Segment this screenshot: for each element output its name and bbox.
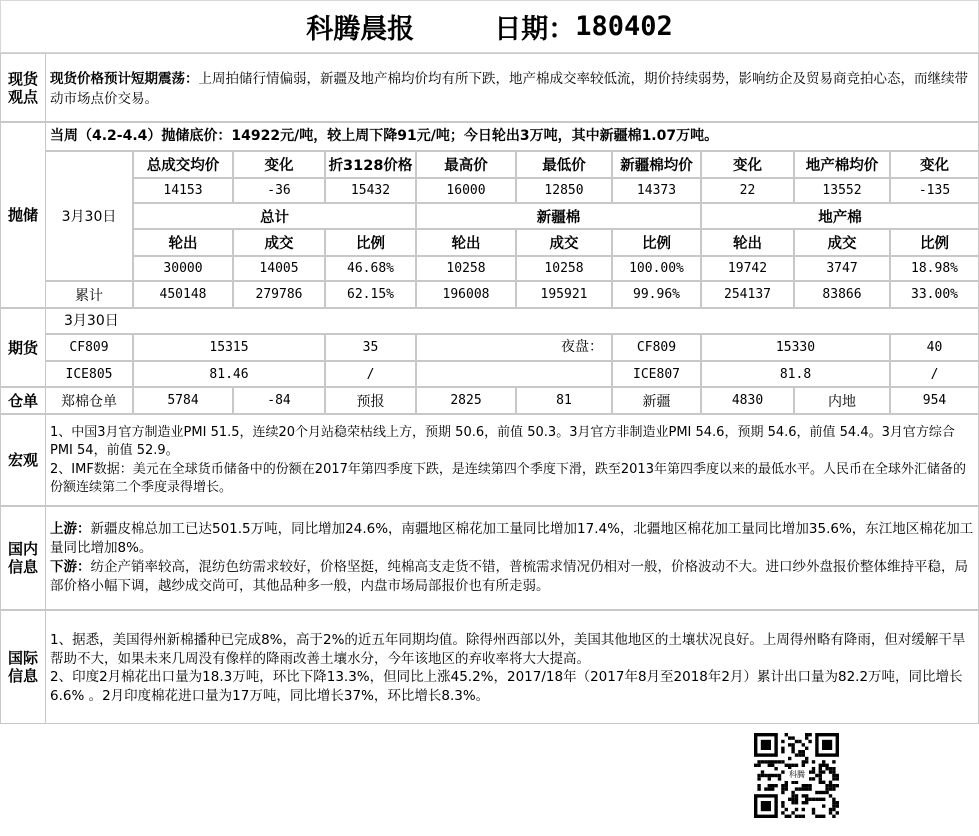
date-label: 日期： [494, 14, 576, 45]
sub-header-2: 比例 [325, 229, 416, 256]
price-value-4: 12850 [516, 178, 612, 203]
upstream-text: 新疆皮棉总加工已达501.5万吨，同比增加24.6%，南疆地区棉花加工量同比增加17.4%，北疆地区棉花加工量同比增加35.6%，东江地区棉花加工量同比增加8%。 [50, 521, 974, 556]
futures-change-ice: / [325, 361, 416, 387]
futures-blank-cell [416, 361, 612, 387]
spot-view-text [46, 69, 976, 109]
day-value-6: 19742 [701, 256, 794, 281]
futures-price-ice: 81.46 [133, 361, 325, 387]
day-value-3: 10258 [416, 256, 516, 281]
group-header-0: 总计 [133, 203, 416, 229]
night-session-label: 夜盘： [561, 339, 603, 355]
intl-paragraph-1: 1、据悉，美国得州新棉播种已完成8%，高于2%的近五年同期均值。除得州西部以外，美国其他地区的土壤状况良好。上周得州略有降雨，但对缓解干旱帮助不大，如果未来几周没有像样的降雨改善土壤水分，今年该地区的弃收率将大大提高。 [50, 632, 966, 667]
price-value-6: 22 [701, 178, 794, 203]
section-label-spot: 现货观点 [0, 53, 46, 122]
section-label-domestic: 国内信息 [0, 506, 46, 610]
sub-header-8: 比例 [890, 229, 979, 256]
futures-change-cf: 35 [325, 334, 416, 361]
sub-header-0: 轮出 [133, 229, 233, 256]
cumulative-value-0: 450148 [133, 281, 233, 308]
qr-code-image [744, 733, 850, 819]
day-value-1: 14005 [233, 256, 325, 281]
price-header-3: 最高价 [416, 151, 516, 178]
price-header-6: 变化 [701, 151, 794, 178]
day-value-4: 10258 [516, 256, 612, 281]
price-header-2: 折3128价格 [325, 151, 416, 178]
section-label-warehouse: 仓单 [0, 387, 46, 414]
price-value-7: 13552 [794, 178, 890, 203]
price-value-1: -36 [233, 178, 325, 203]
sub-header-3: 轮出 [416, 229, 516, 256]
day-value-5: 100.00% [612, 256, 701, 281]
cumulative-label: 累计 [45, 281, 133, 308]
price-header-7: 地产棉均价 [794, 151, 890, 178]
price-header-1: 变化 [233, 151, 325, 178]
auction-date: 3月30日 [45, 151, 133, 281]
sub-header-7: 成交 [794, 229, 890, 256]
forecast-value: 2825 [416, 387, 516, 414]
sub-header-5: 比例 [612, 229, 701, 256]
night-change-cf: 40 [890, 334, 979, 361]
macro-box [45, 414, 979, 506]
futures-contract-ice2: ICE807 [612, 361, 701, 387]
night-label-cell [416, 334, 612, 361]
spot-view-box [45, 53, 979, 122]
domestic-downstream [46, 558, 978, 596]
macro-paragraph-1: 1、中国3月官方制造业PMI 51.5，连续20个月站稳荣枯线上方，预期 50.6，前值 50.3。3月官方非制造业PMI 54.6，预期 54.6，前值 54.4。3月官方综合PMI 54，前值 52.9。 [50, 425, 955, 458]
sub-header-1: 成交 [233, 229, 325, 256]
date-value: 180402 [575, 11, 673, 42]
day-value-7: 3747 [794, 256, 890, 281]
section-label-macro: 宏观 [0, 414, 46, 506]
futures-price-ice2: 81.8 [701, 361, 890, 387]
forecast-label: 预报 [325, 387, 416, 414]
night-contract-cf: CF809 [612, 334, 701, 361]
day-value-8: 18.98% [890, 256, 979, 281]
section-label-auction: 抛储 [0, 122, 46, 308]
night-price-cf: 15330 [701, 334, 890, 361]
group-header-1: 新疆棉 [416, 203, 701, 229]
section-label-intl: 国际信息 [0, 610, 46, 724]
cumulative-value-3: 196008 [416, 281, 516, 308]
cumulative-value-5: 99.96% [612, 281, 701, 308]
upstream-label: 上游： [50, 521, 91, 537]
futures-price-cf: 15315 [133, 334, 325, 361]
inland-value: 954 [890, 387, 979, 414]
qr-caption: 科腾 [785, 769, 809, 781]
futures-change-ice2: / [890, 361, 979, 387]
spot-view-heading: 现货价格预计短期震荡： [50, 71, 199, 87]
cumulative-value-1: 279786 [233, 281, 325, 308]
price-header-5: 新疆棉均价 [612, 151, 701, 178]
group-header-2: 地产棉 [701, 203, 979, 229]
warehouse-label: 郑棉仓单 [45, 387, 133, 414]
day-value-0: 30000 [133, 256, 233, 281]
price-value-5: 14373 [612, 178, 701, 203]
warehouse-change: -84 [233, 387, 325, 414]
xinjiang-value: 4830 [701, 387, 794, 414]
cumulative-value-4: 195921 [516, 281, 612, 308]
price-value-0: 14153 [133, 178, 233, 203]
sub-header-4: 成交 [516, 229, 612, 256]
intl-box [45, 610, 979, 724]
downstream-label: 下游： [50, 559, 91, 575]
price-header-8: 变化 [890, 151, 979, 178]
section-label-futures: 期货 [0, 308, 46, 387]
report-title: 科腾晨报 [306, 14, 415, 45]
forecast-change: 81 [516, 387, 612, 414]
auction-summary-text: 当周（4.2-4.4）抛储底价：14922元/吨，较上周下降91元/吨；今日轮出3万吨，其中新疆棉1.07万吨。 [50, 128, 719, 144]
cumulative-value-6: 254137 [701, 281, 794, 308]
price-header-0: 总成交均价 [133, 151, 233, 178]
futures-contract-ice: ICE805 [45, 361, 133, 387]
futures-date-text: 3月30日 [64, 313, 119, 329]
price-header-4: 最低价 [516, 151, 612, 178]
cumulative-value-2: 62.15% [325, 281, 416, 308]
auction-summary [45, 122, 979, 151]
macro-paragraph-2: 2、IMF数据：美元在全球货币储备中的份额在2017年第四季度下跌，是连续第四个季度下滑，跌至2013年第四季度以来的最低水平。人民币在全球外汇储备的份额连续第二个季度录得增长。 [50, 462, 966, 495]
inland-label: 内地 [794, 387, 890, 414]
futures-contract-cf: CF809 [45, 334, 133, 361]
downstream-text: 纺企产销率较高，混纺色纺需求较好，价格坚挺，纯棉高支走货不错，普梳需求情况仍相对一般，价格波动不大。进口纱外盘报价整体维持平稳，局部价格小幅下调，越纱成交尚可，其他品种多一般，内盘市场局部报价也有所走弱。 [50, 559, 968, 594]
price-value-8: -135 [890, 178, 979, 203]
price-value-3: 16000 [416, 178, 516, 203]
cumulative-value-8: 33.00% [890, 281, 979, 308]
cumulative-value-7: 83866 [794, 281, 890, 308]
day-value-2: 46.68% [325, 256, 416, 281]
domestic-box [45, 506, 979, 610]
price-value-2: 15432 [325, 178, 416, 203]
sub-header-6: 轮出 [701, 229, 794, 256]
intl-paragraph-2: 2、印度2月棉花出口量为18.3万吨，环比下降13.3%，但同比上涨45.2%，2017/18年（2017年8月至2018年2月）累计出口量为82.2万吨，同比增长6.6% 。2月印度棉花进口量为17万吨，同比增长37%，环比增长8.3%。 [50, 669, 963, 704]
xinjiang-label: 新疆 [612, 387, 701, 414]
report-title-bar [0, 0, 979, 53]
futures-date [45, 308, 979, 334]
spot-view-body: 上周拍储行情偏弱，新疆及地产棉均价均有所下跌，地产棉成交率较低流，期价持续弱势，影响纺企及贸易商竞拍心态，而继续带动市场点价交易。 [50, 71, 968, 107]
warehouse-value: 5784 [133, 387, 233, 414]
domestic-upstream [46, 520, 978, 558]
